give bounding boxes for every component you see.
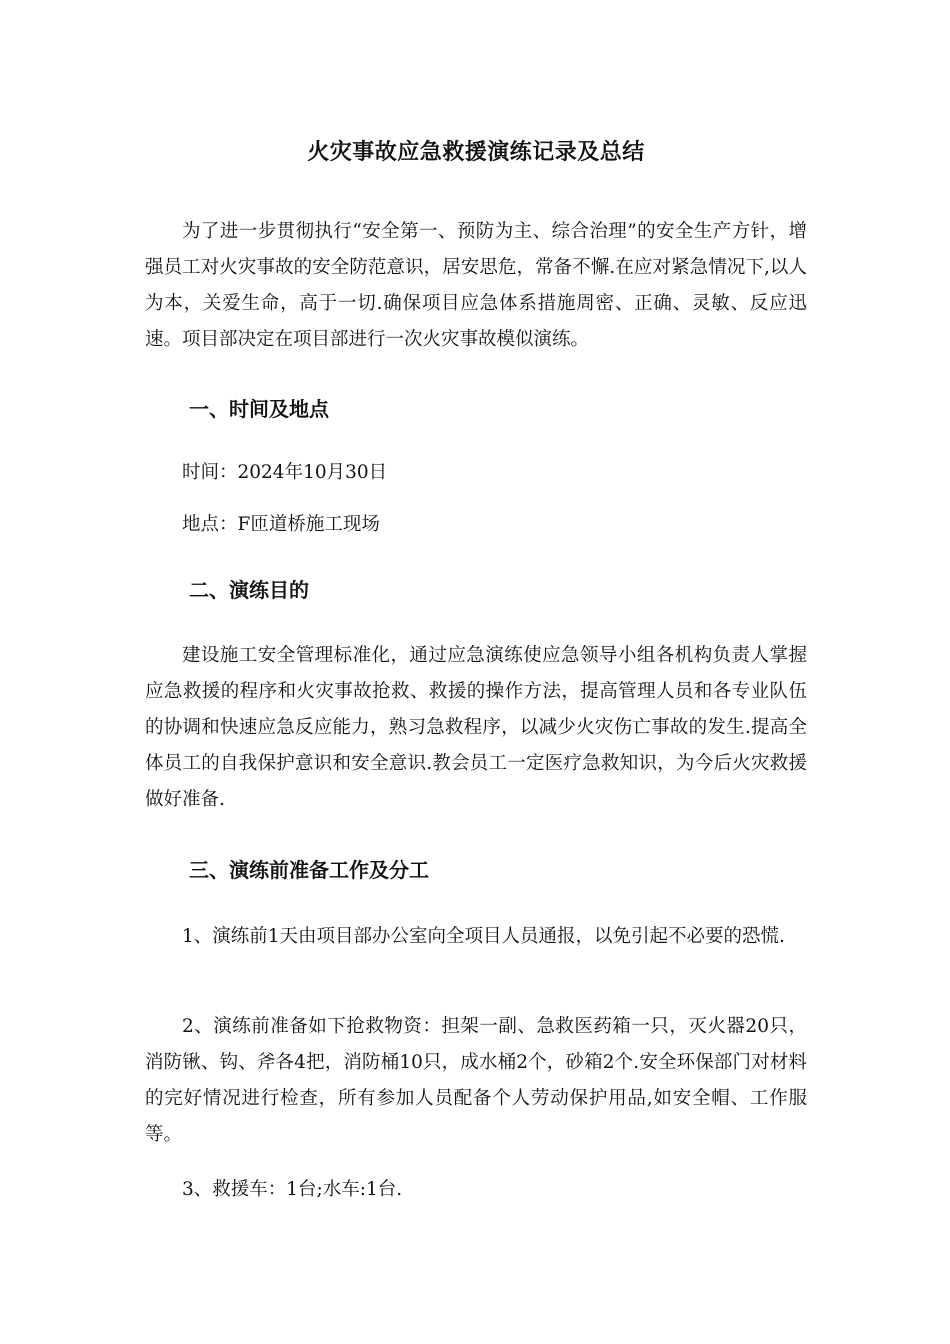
preparation-item-2: 2、演练前准备如下抢救物资：担架一副、急救医药箱一只，灭火器20只，消防锹、钩、斧各4把，消防桶10只，成水桶2个，砂箱2个.安全环保部门对材料的完好情况进行检查，所有参加人员配备个人劳动保护用品,如安全帽、工作服等。: [145, 1016, 807, 1145]
time-line: 时间：2024年10月30日: [182, 462, 388, 483]
document-title: 火灾事故应急救援演练记录及总结: [307, 139, 645, 165]
section-heading-purpose: 二、演练目的: [189, 578, 309, 602]
preparation-item-1: 1、演练前1天由项目部办公室向全项目人员通报，以免引起不必要的恐慌.: [182, 926, 785, 947]
section-heading-preparation: 三、演练前准备工作及分工: [189, 858, 429, 882]
purpose-paragraph: 建设施工安全管理标准化，通过应急演练使应急领导小组各机构负责人掌握应急救援的程序和火灾事故抢救、救援的操作方法，提高管理人员和各专业队伍的协调和快速应急反应能力，熟习急救程序，以减少火灾伤亡事故的发生.提高全体员工的自我保护意识和安全意识.教会员工一定医疗急救知识，为今后火灾救援做好准备.: [145, 645, 807, 810]
preparation-item-3: 3、救援车：1台;水车:1台.: [182, 1179, 403, 1200]
intro-paragraph: 为了进一步贯彻执行“安全第一、预防为主、综合治理”的安全生产方针，增强员工对火灾事故的安全防范意识，居安思危，常备不懈.在应对紧急情况下,以人为本，关爱生命，高于一切.确保项目应急体系措施周密、正确、灵敏、反应迅速。项目部决定在项目部进行一次火灾事故模似演练。: [145, 221, 807, 350]
place-line: 地点：F匝道桥施工现场: [182, 514, 380, 535]
section-heading-time-place: 一、时间及地点: [189, 397, 329, 421]
